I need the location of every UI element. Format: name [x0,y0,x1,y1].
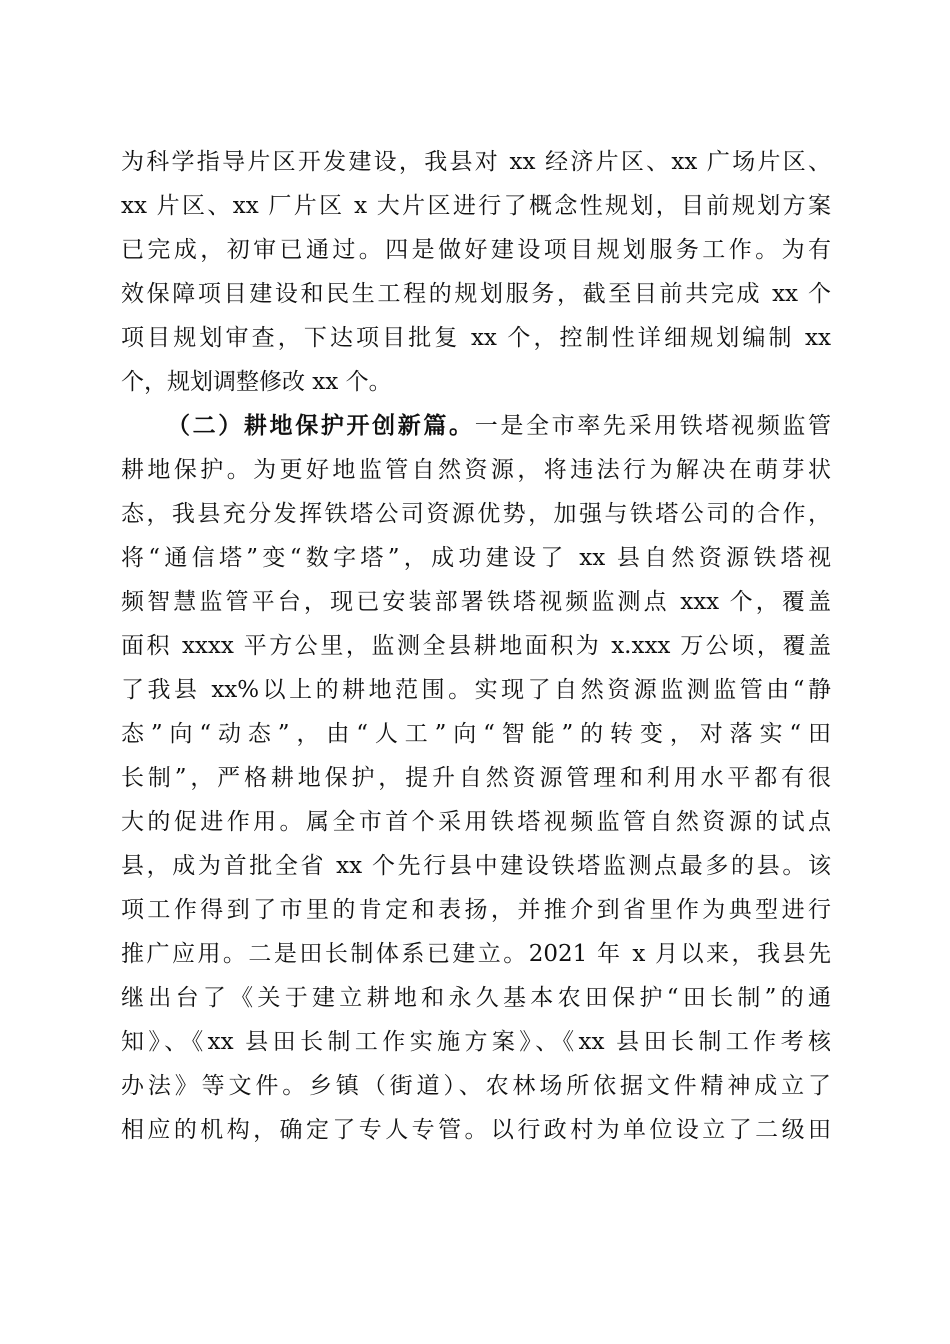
text-line: xx 片区、xx 厂片区 x 大片区进行了概念性规划，目前规划方案 [121,193,831,219]
section-heading: （二）耕地保护开创新篇。 [167,412,475,439]
text-line: 耕地保护。为更好地监管自然资源，将违法行为解决在萌芽状 [121,457,831,483]
document-body [121,140,831,1152]
text-line: 长制”，严格耕地保护，提升自然资源管理和利用水平都有很 [121,765,831,791]
text-line: 已完成，初审已通过。四是做好建设项目规划服务工作。为有 [121,237,831,263]
text-line: 县，成为首批全省 xx 个先行县中建设铁塔监测点最多的县。该 [121,853,831,879]
text-line: 面积 xxxx 平方公里，监测全县耕地面积为 x.xxx 万公顷，覆盖 [121,633,831,659]
text-line: 态，我县充分发挥铁塔公司资源优势，加强与铁塔公司的合作， [121,501,831,527]
text-fragment: 一是全市率先采用铁塔视频监管 [474,413,832,439]
text-line: 态”向“动态”，由“人工”向“智能”的转变，对落实“田 [121,721,831,747]
text-line: 了我县 xx%以上的耕地范围。实现了自然资源监测监管由“静 [121,677,831,703]
text-line: 个，规划调整修改 xx 个。 [121,369,392,395]
text-line: 将“通信塔”变“数字塔”，成功建设了 xx 县自然资源铁塔视 [121,545,831,571]
text-line: 相应的机构，确定了专人专管。以行政村为单位设立了二级田 [121,1117,831,1143]
text-line: 继出台了《关于建立耕地和永久基本农田保护“田长制”的通 [121,985,831,1011]
text-line: 项工作得到了市里的肯定和表扬，并推介到省里作为典型进行 [121,897,831,923]
text-line: 效保障项目建设和民生工程的规划服务，截至目前共完成 xx 个 [121,281,831,307]
text-line: 知》、《xx 县田长制工作实施方案》、《xx 县田长制工作考核 [121,1029,831,1055]
paragraph-1 [121,140,831,404]
text-line: 频智慧监管平台，现已安装部署铁塔视频监测点 xxx 个，覆盖 [121,589,831,615]
text-line: 大的促进作用。属全市首个采用铁塔视频监管自然资源的试点 [121,809,831,835]
text-line: 推广应用。二是田长制体系已建立。2021 年 x 月以来，我县先 [121,941,831,967]
text-line: 项目规划审查，下达项目批复 xx 个，控制性详细规划编制 xx [121,325,831,351]
text-line: 办法》等文件。乡镇（街道）、农林场所依据文件精神成立了 [121,1073,831,1099]
paragraph-2 [121,404,831,1152]
text-line: 为科学指导片区开发建设，我县对 xx 经济片区、xx 广场片区、 [121,149,831,175]
text-line [121,404,831,448]
